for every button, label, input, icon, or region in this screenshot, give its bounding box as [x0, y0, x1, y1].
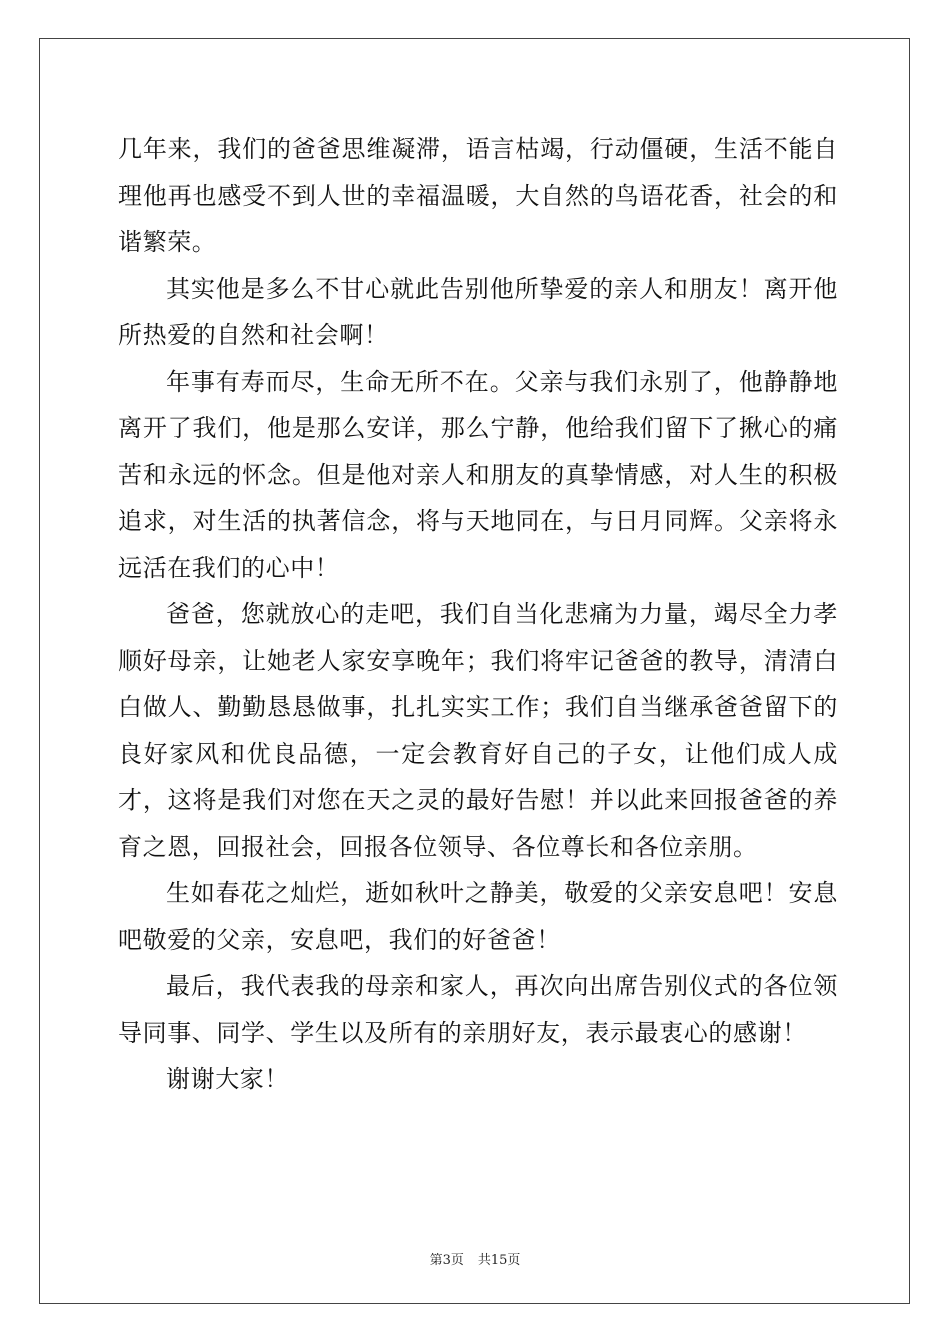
paragraph-3: 年事有寿而尽，生命无所不在。父亲与我们永别了，他静静地离开了我们，他是那么安详，那么宁静，他给我们留下了揪心的痛苦和永远的怀念。但是他对亲人和朋友的真挚情感，对人生的积极追求，对生活的执著信念，将与天地同在，与日月同辉。父亲将永远活在我们的心中！ [118, 367, 838, 582]
paragraph-2: 其实他是多么不甘心就此告别他所挚爱的亲人和朋友！离开他所热爱的自然和社会啊！ [118, 274, 838, 349]
paragraph-4: 爸爸，您就放心的走吧，我们自当化悲痛为力量，竭尽全力孝顺好母亲，让她老人家安享晚年；我们将牢记爸爸的教导，清清白白做人、勤勤恳恳做事，扎扎实实工作；我们自当继承爸爸留下的良好家风和优良品德，一定会教育好自己的子女，让他们成人成才，这将是我们对您在天之灵的最好告慰！并以此来回报爸爸的养育之恩，回报社会，回报各位领导、各位尊长和各位亲朋。 [118, 600, 838, 861]
paragraph-6: 最后，我代表我的母亲和家人，再次向出席告别仪式的各位领导同事、同学、学生以及所有的亲朋好友，表示最衷心的感谢！ [118, 972, 838, 1047]
page-total: 共15页 [477, 1253, 521, 1268]
paragraph-5: 生如春花之灿烂，逝如秋叶之静美，敬爱的父亲安息吧！安息吧敬爱的父亲，安息吧，我们的好爸爸！ [118, 879, 838, 954]
page-number: 第3页 [429, 1253, 464, 1268]
paragraph-7: 谢谢大家！ [166, 1065, 289, 1093]
paragraph-1: 几年来，我们的爸爸思维凝滞，语言枯竭，行动僵硬，生活不能自理他再也感受不到人世的幸福温暖，大自然的鸟语花香，社会的和谐繁荣。 [118, 135, 838, 256]
document-body [118, 126, 838, 1103]
page-footer [0, 1249, 950, 1268]
